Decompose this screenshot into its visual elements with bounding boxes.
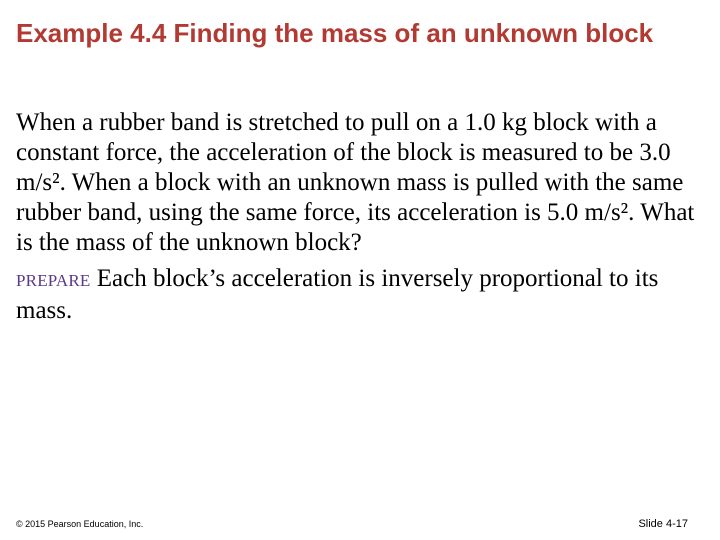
prepare-paragraph [16,264,706,326]
slide-body [16,108,706,326]
slide-title: Example 4.4 Finding the mass of an unknown block [16,18,654,48]
copyright-footer: © 2015 Pearson Education, Inc. [16,519,144,529]
problem-statement: When a rubber band is stretched to pull on a 1.0 kg block with a constant force, the acceleration of the block is measured to be 3.0 m/s². When a block with an unknown mass is pulled with the same rubber band, using the same force, its acceleration is 5.0 m/s². What is the mass of the unknown block? [16,109,695,256]
slide-number: Slide 4-17 [638,518,688,530]
prepare-text: Each block’s acceleration is inversely proportional to its mass. [16,265,659,324]
prepare-label: PREPARE [16,271,91,290]
